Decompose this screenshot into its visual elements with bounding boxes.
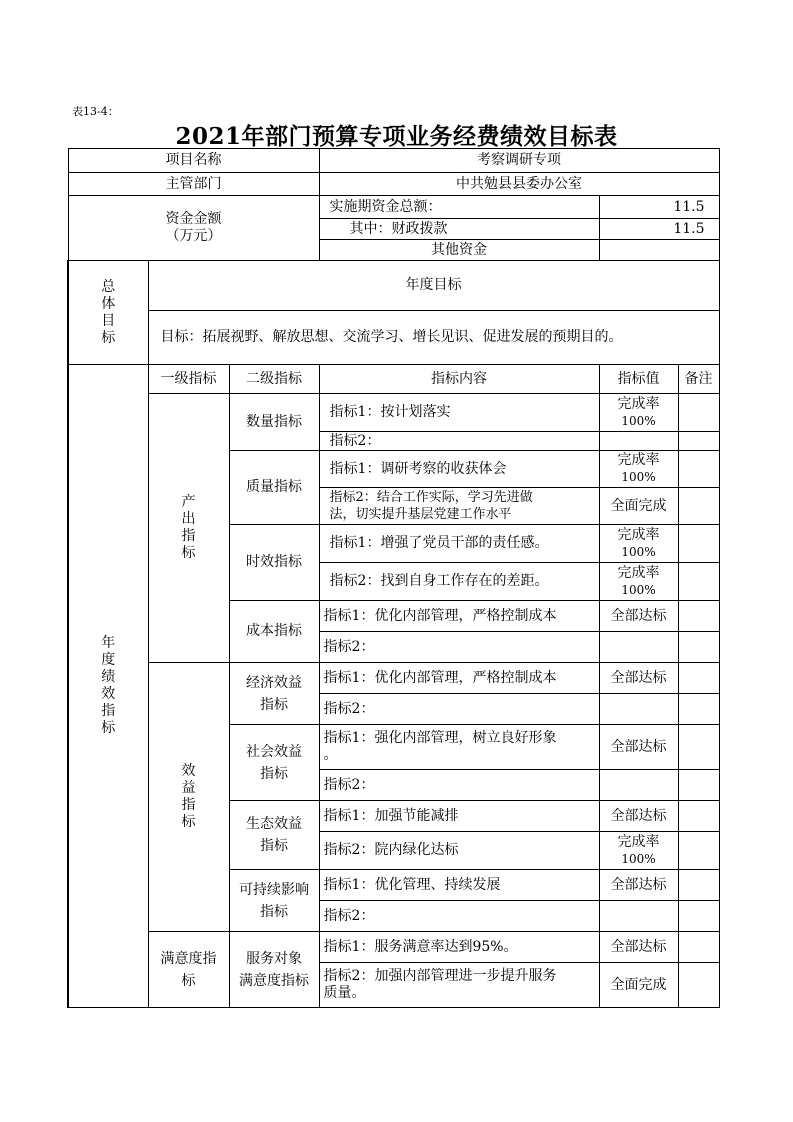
header-value: 指标值 (599, 365, 678, 394)
cost-row1-value: 全部达标 (599, 601, 678, 632)
remark-cell (678, 563, 719, 601)
performance-goal-table (67, 148, 720, 1008)
satisfaction-row1-content: 指标1：服务满意率达到95%。 (319, 932, 599, 963)
output-char: 产 (181, 494, 196, 510)
page-title: 2021年部门预算专项业务经费绩效目标表 (175, 123, 618, 150)
economic-row2-content: 指标2： (319, 694, 599, 725)
economic-row1-value: 全部达标 (599, 663, 678, 694)
quality-row2-content (319, 488, 599, 525)
header-content: 指标内容 (319, 365, 599, 394)
remark-cell (678, 663, 719, 694)
quality-row2-value: 全面完成 (599, 488, 678, 525)
label-line: 指标 (260, 903, 289, 920)
remark-cell (678, 432, 719, 451)
quality-row1-content: 指标1：调研考察的收获体会 (319, 451, 599, 488)
remark-cell (678, 932, 719, 963)
timeliness-indicator-label: 时效指标 (229, 525, 319, 601)
content-line: 。 (323, 747, 338, 763)
remark-cell (678, 694, 719, 725)
sustainable-row1-value: 全部达标 (599, 870, 678, 901)
timeliness-row1-value (599, 525, 678, 563)
label-line: 指标 (260, 838, 289, 854)
quality-row1-value (599, 451, 678, 488)
quantity-row1-value (599, 394, 678, 432)
benefit-char: 效 (181, 763, 196, 779)
remark-cell (678, 963, 719, 1008)
overall-goal-char: 目 (101, 312, 116, 329)
funds-fiscal-label: 其中：财政拨款 (319, 219, 599, 240)
label-line: 服务对象 (246, 950, 303, 967)
overall-goal-char: 体 (101, 295, 116, 312)
remark-cell (678, 632, 719, 663)
label-line: 指标 (260, 765, 289, 782)
value-line: 100% (621, 544, 656, 559)
annual-goal-label: 年度目标 (148, 261, 719, 311)
ecological-indicator-label (229, 801, 319, 870)
remark-cell (678, 601, 719, 632)
content-line: 指标1：强化内部管理，树立良好形象 (323, 730, 557, 746)
benefit-char: 指 (181, 797, 196, 813)
funds-label-cell (68, 196, 319, 261)
cost-row1-content: 指标1：优化内部管理，严格控制成本 (319, 601, 599, 632)
sustainable-indicator-label (229, 870, 319, 932)
remark-cell (678, 488, 719, 525)
remark-cell (678, 451, 719, 488)
funds-fiscal-value: 11.5 (599, 219, 719, 240)
ecological-row2-content: 指标2：院内绿化达标 (319, 832, 599, 870)
timeliness-row2-content: 指标2：找到自身工作存在的差距。 (319, 563, 599, 601)
funds-total-value: 11.5 (599, 196, 719, 219)
social-indicator-label (229, 725, 319, 801)
label-line: 社会效益 (246, 743, 303, 760)
satisfaction-row2-content (319, 963, 599, 1008)
value-cell (599, 901, 678, 932)
benefit-char: 益 (181, 780, 196, 796)
value-line: 100% (621, 413, 656, 428)
quantity-row2-content: 指标2： (319, 432, 599, 451)
funds-unit: （万元） (165, 228, 222, 244)
quality-indicator-label: 质量指标 (229, 451, 319, 525)
value-line: 完成率 (617, 526, 660, 543)
sustainable-row2-content: 指标2： (319, 901, 599, 932)
content-line: 指标2：加强内部管理进一步提升服务 (323, 968, 557, 984)
funds-total-label: 实施期资金总额： (319, 196, 599, 219)
remark-cell (678, 832, 719, 870)
annual-indicators-char: 标 (101, 720, 116, 736)
value-line: 完成率 (617, 833, 660, 850)
remark-cell (678, 801, 719, 832)
satisfaction-row2-value: 全面完成 (599, 963, 678, 1008)
ecological-row2-value (599, 832, 678, 870)
value-line: 完成率 (617, 564, 660, 581)
label-line: 满意度指 (160, 950, 217, 967)
label-line: 生态效益 (246, 816, 303, 832)
overall-goal-char: 标 (101, 329, 116, 346)
remark-cell (678, 870, 719, 901)
table-number-note: 表13-4： (72, 105, 119, 118)
remark-cell (678, 525, 719, 563)
annual-indicators-char: 效 (101, 686, 116, 702)
satisfaction-indicators-label (148, 932, 229, 1008)
benefit-indicators-label (148, 663, 229, 932)
annual-indicators-char: 绩 (101, 669, 116, 685)
header-remark: 备注 (678, 365, 719, 394)
funds-label: 资金金额 (165, 211, 222, 227)
economic-indicator-label (229, 663, 319, 725)
annual-indicators-char: 指 (101, 703, 116, 719)
social-row2-content: 指标2： (319, 770, 599, 801)
social-row1-content (319, 725, 599, 770)
value-line: 100% (621, 851, 656, 866)
funds-other-label: 其他资金 (319, 240, 599, 261)
header-level1: 一级指标 (148, 365, 229, 394)
quantity-row1-content: 指标1：按计划落实 (319, 394, 599, 432)
funds-other-value (599, 240, 719, 261)
ecological-row1-content: 指标1：加强节能减排 (319, 801, 599, 832)
content-line: 质量。 (323, 985, 366, 1001)
annual-indicators-char: 年 (101, 635, 116, 651)
sustainable-row1-content: 指标1：优化管理、持续发展 (319, 870, 599, 901)
value-line: 完成率 (617, 452, 660, 468)
content-line: 法，切实提升基层党建工作水平 (329, 507, 512, 522)
ecological-row1-value: 全部达标 (599, 801, 678, 832)
label-line: 指标 (260, 696, 289, 713)
label-line: 满意度指标 (239, 972, 310, 989)
project-name-value: 考察调研专项 (319, 149, 719, 173)
annual-indicators-char: 度 (101, 652, 116, 668)
output-indicators-label (148, 394, 229, 663)
output-char: 出 (181, 511, 196, 527)
value-cell (599, 694, 678, 725)
economic-row1-content: 指标1：优化内部管理，严格控制成本 (319, 663, 599, 694)
service-satisfaction-label (229, 932, 319, 1008)
remark-cell (678, 901, 719, 932)
value-line: 100% (621, 470, 656, 484)
cost-row2-content: 指标2： (319, 632, 599, 663)
value-cell (599, 770, 678, 801)
remark-cell (678, 725, 719, 770)
department-label: 主管部门 (68, 173, 319, 196)
value-line: 完成率 (617, 395, 660, 412)
benefit-char: 标 (181, 814, 196, 830)
remark-cell (678, 394, 719, 432)
overall-goal-char: 总 (101, 278, 116, 295)
label-line: 经济效益 (246, 674, 303, 691)
header-level2: 二级指标 (229, 365, 319, 394)
remark-cell (678, 770, 719, 801)
quantity-indicator-label: 数量指标 (229, 394, 319, 451)
output-char: 指 (181, 528, 196, 544)
output-char: 标 (181, 545, 196, 561)
value-line: 100% (621, 582, 656, 597)
satisfaction-row1-value: 全部达标 (599, 932, 678, 963)
timeliness-row2-value (599, 563, 678, 601)
department-value: 中共勉县县委办公室 (319, 173, 719, 196)
label-line: 可持续影响 (239, 881, 310, 898)
social-row1-value: 全部达标 (599, 725, 678, 770)
value-cell (599, 632, 678, 663)
annual-indicators-label (68, 365, 148, 1008)
value-cell (599, 432, 678, 451)
overall-goal-label (68, 261, 148, 365)
timeliness-row1-content: 指标1：增强了党员干部的责任感。 (319, 525, 599, 563)
annual-goal-text: 目标：拓展视野、解放思想、交流学习、增长见识、促进发展的预期目的。 (148, 311, 719, 365)
label-line: 标 (181, 972, 196, 989)
content-line: 指标2：结合工作实际，学习先进做 (329, 490, 533, 505)
cost-indicator-label: 成本指标 (229, 601, 319, 663)
project-name-label: 项目名称 (68, 149, 319, 173)
